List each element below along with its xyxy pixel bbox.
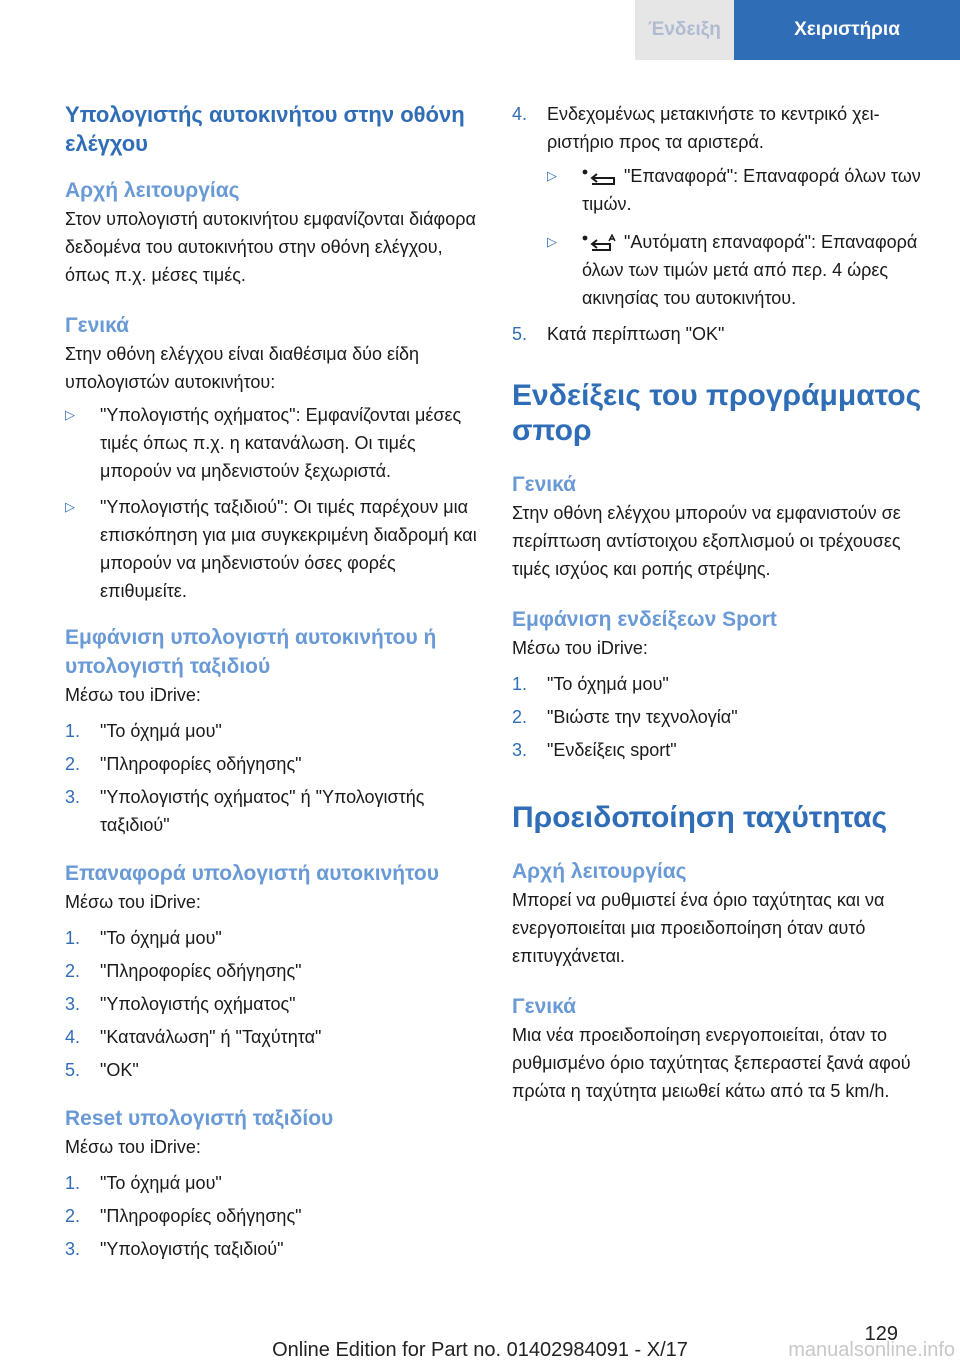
list-item: 3. "Ενδείξεις sport": [512, 740, 677, 760]
list-item: 4. "Κατανάλωση" ή "Ταχύτητα": [65, 1027, 322, 1047]
reset-trip-steps: [65, 1169, 485, 1263]
edition-text: Online Edition for Part no. 01402984091 - X/17: [272, 1339, 688, 1361]
heading-show-computer: Εμφάνιση υπολογιστή αυτοκινήτου ή υπολογιστή ταξιδιού: [65, 626, 437, 678]
page-number: 129: [864, 1323, 898, 1345]
list-item: 2. "Βιώστε την τεχνολογία": [512, 707, 738, 727]
list-item: 3. "Υπολογιστής ταξιδιού": [65, 1239, 284, 1259]
list-item: 1. "Το όχημά μου": [65, 1173, 222, 1193]
list-item: 2. "Πληροφορίες οδήγησης": [65, 961, 302, 981]
list-item: 1. "Το όχημά μου": [512, 674, 669, 694]
list-item: 4. Ενδεχομένως μετακινήστε το κεντρικό χειριστήριο προς τα αριστερά. ▷ "Επαναφορά": Επαναφορά όλων των τιμών. ▷ "Αυτόματη επαναφορά": Επαναφορά όλων των τιμών μετά από περ. 4 ώρες ακινησίας του αυτοκινήτου.: [512, 100, 932, 312]
list-item: 3. "Υπολογιστής οχήματος": [65, 994, 296, 1014]
list-item: 5. Κατά περίπτωση "OK": [512, 324, 725, 344]
heading-show-sport: Εμφάνιση ενδείξεων Sport: [512, 608, 777, 631]
list-item: 5. "OK": [65, 1060, 139, 1080]
bullet-triangle-icon: ▷: [65, 499, 75, 514]
reset-computer-steps: [65, 924, 485, 1084]
list-item: 1. "Το όχημά μου": [65, 721, 222, 741]
left-column: [65, 100, 485, 1263]
bullet-triangle-icon: ▷: [65, 407, 75, 422]
tab-controls[interactable]: Χειριστήρια: [734, 0, 960, 60]
heading-general: Γενικά: [65, 314, 130, 337]
page-footer: [0, 1320, 960, 1361]
speed-principle-text: Μπορεί να ρυθμιστεί ένα όριο ταχύτητας και να ενεργοποιείται μια προειδοποίηση όταν αυτό επιτυγχάνεται.: [512, 890, 885, 966]
idrive-intro: Μέσω του iDrive:: [65, 892, 201, 912]
bullet-triangle-icon: ▷: [547, 168, 557, 183]
section-title-onboard-computer: Υπολογιστής αυτοκινήτου στην οθόνη ελέγχου: [65, 102, 465, 156]
bullet-triangle-icon: ▷: [547, 234, 557, 249]
right-column: [512, 100, 932, 1105]
heading-principle: Αρχή λειτουργίας: [512, 860, 687, 883]
idrive-intro: Μέσω του iDrive:: [65, 1137, 201, 1157]
sub-item: ▷ "Επαναφορά": Επαναφορά όλων των τιμών.: [547, 162, 932, 218]
list-item: 1. "Το όχημά μου": [65, 928, 222, 948]
heading-reset-trip: Reset υπολογιστή ταξιδίου: [65, 1107, 334, 1130]
section-title-sport-displays: Ενδείξεις του προγράμματος σπορ: [512, 379, 922, 447]
list-item: 2. "Πληροφορίες οδήγησης": [65, 754, 302, 774]
sport-general-text: Στην οθόνη ελέγχου μπορούν να εμφανιστούν σε περίπτωση αντίστοιχου εξοπλισμού οι τρέχουσες τιμές ισχύος και ροπής στρέψης.: [512, 503, 901, 579]
list-item: ▷ "Υπολογιστής οχήματος": Εμφανίζονται μέσες τιμές όπως π.χ. η κατανάλωση. Οι τιμές μπορούν να μηδενιστούν ξεχωριστά.: [65, 401, 485, 485]
general-text: Στην οθόνη ελέγχου είναι διαθέσιμα δύο είδη υπολογιστών αυτοκινήτου:: [65, 344, 420, 392]
reset-computer-steps-cont: [512, 100, 932, 348]
section-title-speed-warning: Προειδοποίηση ταχύτητας: [512, 801, 888, 834]
reset-icon: [582, 168, 616, 186]
list-item: 2. "Πληροφορίες οδήγησης": [65, 1206, 302, 1226]
idrive-intro: Μέσω του iDrive:: [65, 685, 201, 705]
idrive-intro: Μέσω του iDrive:: [512, 638, 648, 658]
speed-general-text: Μια νέα προειδοποίηση ενεργοποιείται, όταν το ρυθμισμένο όριο ταχύτητας ξεπεραστεί ξανά αφού πρώτα η ταχύτητα μειωθεί κάτω από τα 5 km/h.: [512, 1025, 911, 1101]
watermark: manualsonline.info: [788, 1339, 955, 1361]
tab-display[interactable]: Ένδειξη: [635, 0, 734, 60]
heading-principle: Αρχή λειτουργίας: [65, 179, 240, 202]
header-tabs: [635, 0, 960, 60]
sub-item: ▷ "Αυτόματη επαναφορά": Επαναφορά όλων των τιμών μετά από περ. 4 ώρες ακινησίας του αυτοκινήτου.: [547, 228, 932, 312]
list-item: 3. "Υπολογιστής οχήματος" ή "Υπολογιστής ταξιδιού": [65, 787, 425, 835]
heading-general: Γενικά: [512, 995, 577, 1018]
show-computer-steps: [65, 717, 485, 839]
computer-types-list: [65, 401, 485, 605]
heading-reset-computer: Επαναφορά υπολογιστή αυτοκινήτου: [65, 862, 439, 885]
sport-steps: [512, 670, 932, 764]
heading-general: Γενικά: [512, 473, 577, 496]
list-item: ▷ "Υπολογιστής ταξιδιού": Οι τιμές παρέχουν μια επισκόπηση για μια συγκεκριμένη διαδρομή και μπορούν να μηδενιστούν όσες φορές επιθυμείτε.: [65, 493, 485, 605]
principle-text: Στον υπολογιστή αυτοκινήτου εμφανίζονται διάφορα δεδομένα του αυτοκινήτου στην οθόνη ελέγχου, όπως π.χ. μέσες τιμές.: [65, 209, 476, 285]
auto-reset-icon: [582, 234, 616, 252]
